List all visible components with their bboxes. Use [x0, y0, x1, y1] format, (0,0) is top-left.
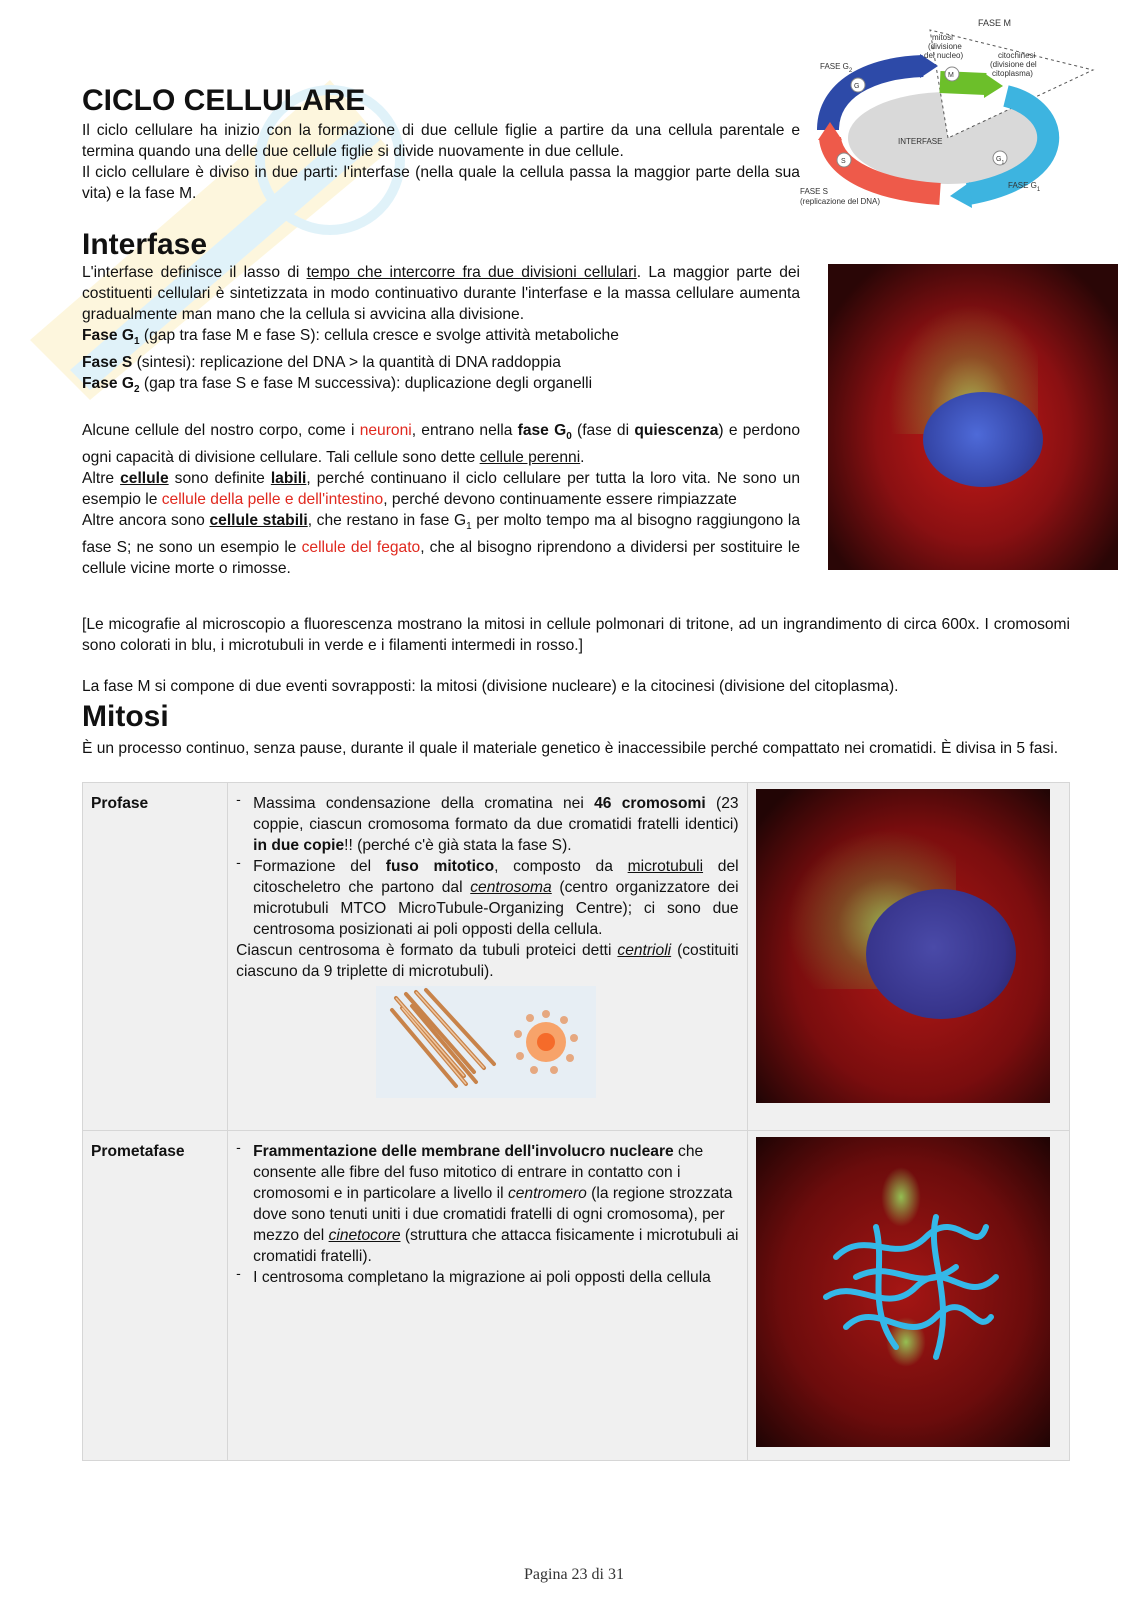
- micrograph-caption: [Le micografie al microscopio a fluorescenza mostrano la mitosi in cellule polmonari di tritone, ad un ingrandimento di circa 600x. I cromosomi sono colorati in blu, i microtubuli in verde e i filamenti intermedi in rosso.]: [82, 616, 1070, 654]
- svg-text:(divisione: (divisione: [928, 42, 962, 51]
- label-fase-g2: FASE $G_2$: [820, 62, 853, 74]
- svg-text:(replicazione del DNA): (replicazione del DNA): [800, 197, 881, 206]
- chromosomes-shape: [816, 1197, 1006, 1377]
- label-fase-m: FASE M: [978, 18, 1012, 28]
- interfase-p3: Altre cellule sono definite labili, perché continuano il ciclo cellulare per tutta la loro vita. Ne sono un esempio le cellule della pelle e dell'intestino, perché devono continuamente essere rimpiazzate: [82, 470, 800, 509]
- intro-paragraph-1: Il ciclo cellulare ha inizio con la formazione di due cellule figlie a partire da una cellula parentale e termina quando una delle due cellule figlie si divide nuovamente in due cellule.: [82, 122, 800, 160]
- svg-text:S: S: [841, 158, 846, 165]
- mitosi-intro: È un processo continuo, senza pause, durante il quale il materiale genetico è inaccessibile perché compattato nei cromatidi. È divisa in 5 fasi.: [82, 740, 1059, 757]
- page-title: CICLO CELLULARE: [82, 84, 366, 117]
- phase-image-prometafase: [747, 1131, 1069, 1461]
- centriole-illustration: [376, 986, 596, 1098]
- svg-text:mitosi: mitosi: [932, 33, 953, 42]
- svg-text:del nucleo): del nucleo): [924, 51, 964, 60]
- table-row-prometafase: [83, 1131, 1070, 1461]
- page-number: Pagina 23 di 31: [524, 1566, 624, 1583]
- intro-block: [82, 120, 800, 204]
- label-fase-g1: FASE $G_1$: [1008, 181, 1041, 193]
- svg-text:G: G: [854, 83, 860, 90]
- phase-name-profase: Profase: [83, 783, 228, 1131]
- m-phase-text: La fase M si compone di due eventi sovrapposti: la mitosi (divisione nucleare) e la citocinesi (divisione del citoplasma).: [82, 678, 899, 695]
- fase-g1-line: Fase $G_1$ (gap tra fase M e fase S): cellula cresce e svolge attività metaboliche: [82, 327, 619, 348]
- label-interfase: INTERFASE: [898, 137, 943, 146]
- svg-text:citochinesi: citochinesi: [998, 51, 1036, 60]
- micrograph-interphase: [828, 264, 1118, 570]
- phase-desc-profase: - Massima condensazione della cromatina nei 46 cromosomi (23 coppie, ciascun cromosoma formato da due cromatidi fratelli identici) in due copie!! (perché c'è già stata la fase S). - Formazione del fuso mitotico, composto da microtubuli del citoscheletro che partono dal centrosoma (centro organizzatore dei microtubuli MTCO MicroTubule-Organizing Centre); ci sono due centrosoma posizionati ai poli opposti della cellula. Ciascun centrosoma è formato da tubuli proteici detti centrioli (costituiti ciascuno da 9 triplette di microtubuli).: [228, 783, 747, 1131]
- svg-text:G1: $G_1$: [996, 156, 1005, 166]
- cell-cycle-diagram: [800, 10, 1108, 215]
- fase-g2-line: Fase $G_2$ (gap tra fase S e fase M successiva): duplicazione degli organelli: [82, 375, 593, 396]
- mitosis-phases-table: [82, 782, 1070, 1461]
- interfase-title: Interfase: [82, 228, 208, 261]
- phase-image-profase: [747, 783, 1069, 1131]
- phase-name-prometafase: Prometafase: [83, 1131, 228, 1461]
- table-row-profase: [83, 783, 1070, 1131]
- interfase-text: [82, 262, 800, 579]
- fase-s-line: Fase S (sintesi): replicazione del DNA > la quantità di DNA raddoppia: [82, 354, 561, 372]
- phase-desc-prometafase: - Frammentazione delle membrane dell'involucro nucleare che consente alle fibre del fuso mitotico di entrare in contatto con i cromosomi e in particolare a livello il centromero (la regione strozzata dove sono tenuti uniti i due cromatidi fratelli di ogni cromosoma), per mezzo del cinetocore (struttura che attacca fisicamente i microtubuli ai cromatidi fratelli). - I centrosoma completano la migrazione ai poli opposti della cellula: [228, 1131, 747, 1461]
- micrograph-prometafase: [756, 1137, 1050, 1447]
- interfase-p2: Alcune cellule del nostro corpo, come i neuroni, entrano nella fase $G_0$ (fase di quiescenza) e perdono ogni capacità di divisione cellulare. Tali cellule sono dette cellule perenni.: [82, 422, 800, 467]
- nucleus-blob: [923, 392, 1043, 487]
- interfase-p4: Altre ancora sono cellule stabili, che restano in fase $G_1$ per molto tempo ma al bisogno raggiungono la fase S; ne sono un esempio le cellule del fegato, che al bisogno riprendono a dividersi per sostituire le cellule vicine morte o rimosse.: [82, 512, 800, 578]
- micrograph-profase: [756, 789, 1050, 1103]
- label-fase-s: FASE S: [800, 187, 829, 196]
- intro-paragraph-2: Il ciclo cellulare è diviso in due parti: l'interfase (nella quale la cellula passa la maggior parte della sua vita) e la fase M.: [82, 164, 800, 202]
- svg-text:M: M: [948, 72, 954, 79]
- arc-m: [940, 82, 986, 84]
- interfase-p1: L'interfase definisce il lasso di tempo che intercorre fra due divisioni cellulari. La maggior parte dei costituenti cellulari è sintetizzata in modo continuativo durante l'interfase e la massa cellulare aumenta gradualmente man mano che la cellula si avvicina alla divisione.: [82, 264, 800, 323]
- nucleus-blob: [866, 889, 1016, 1019]
- mitosi-title: Mitosi: [82, 700, 169, 733]
- svg-text:(divisione del: (divisione del: [990, 60, 1037, 69]
- svg-text:citoplasma): citoplasma): [992, 69, 1033, 78]
